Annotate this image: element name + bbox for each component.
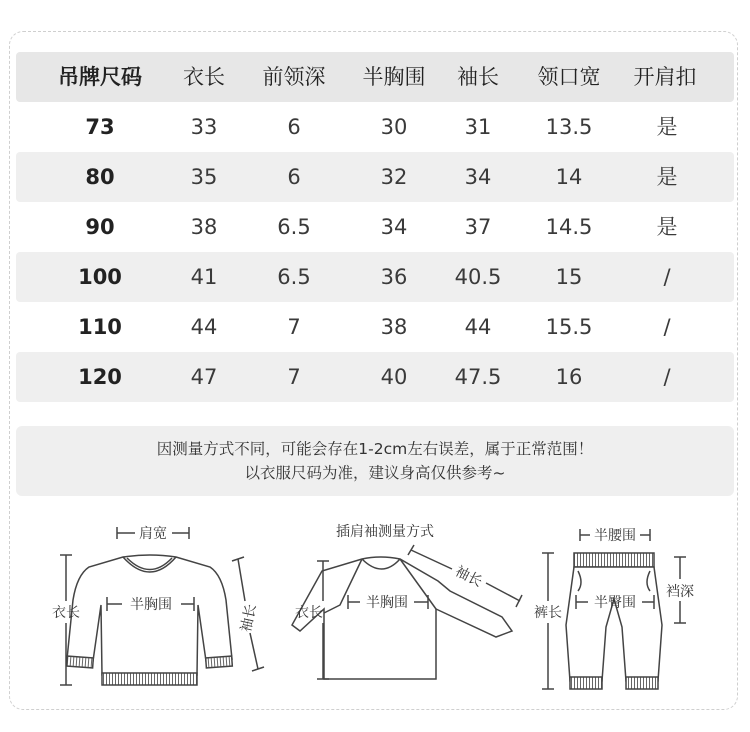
cell-neck-width: 15.5 [545, 315, 593, 339]
measurement-diagrams [0, 505, 750, 715]
shoulder-label: 肩宽 [139, 526, 167, 542]
sweater-length-label: 衣长 [52, 605, 80, 621]
cell-size: 100 [78, 265, 122, 289]
cell-sleeve: 31 [464, 115, 492, 139]
cell-neck-width: 14 [555, 165, 583, 189]
cell-neck-depth: 6 [287, 165, 301, 189]
raglan-length-label: 衣长 [295, 605, 323, 621]
cell-shoulder-button: / [663, 365, 671, 389]
cell-size: 110 [78, 315, 122, 339]
cell-half-chest: 38 [380, 315, 408, 339]
cell-sleeve: 34 [464, 165, 492, 189]
cell-half-chest: 32 [380, 165, 408, 189]
table-row [16, 302, 734, 352]
cell-size: 90 [85, 215, 115, 239]
header-sleeve-length: 袖长 [457, 65, 499, 89]
header-length: 衣长 [183, 65, 225, 89]
raglan-title: 插肩袖测量方式 [336, 524, 434, 540]
header-front-neck-depth: 前领深 [262, 65, 326, 89]
header-neck-width: 领口宽 [537, 65, 601, 89]
cell-shoulder-button: / [663, 315, 671, 339]
cell-half-chest: 30 [380, 115, 408, 139]
table-header-row [16, 52, 734, 102]
cell-half-chest: 36 [380, 265, 408, 289]
cell-shoulder-button: 是 [656, 165, 678, 189]
cell-neck-depth: 6.5 [277, 265, 311, 289]
cell-neck-width: 15 [555, 265, 583, 289]
raglan-sleeve-tick-bottom [516, 595, 522, 607]
cell-neck-depth: 7 [287, 365, 301, 389]
table-row [16, 202, 734, 252]
cell-length: 38 [190, 215, 218, 239]
cell-size: 120 [78, 365, 122, 389]
sweater-sleeve-label: 袖长 [238, 602, 260, 634]
cell-sleeve: 47.5 [454, 365, 502, 389]
cell-size: 73 [85, 115, 115, 139]
cell-length: 44 [190, 315, 218, 339]
cell-sleeve: 37 [464, 215, 492, 239]
cell-length: 35 [190, 165, 218, 189]
cell-neck-width: 13.5 [545, 115, 593, 139]
raglan-sleeve-label: 袖长 [452, 563, 485, 591]
table-row [16, 252, 734, 302]
pants-length-label: 裤长 [534, 605, 562, 621]
cell-neck-depth: 6.5 [277, 215, 311, 239]
cell-shoulder-button: 是 [656, 115, 678, 139]
header-shoulder-button: 开肩扣 [633, 65, 697, 89]
cell-shoulder-button: 是 [656, 215, 678, 239]
cell-half-chest: 34 [380, 215, 408, 239]
note-line-1: 因测量方式不同，可能会存在1-2cm左右误差，属于正常范围！ [156, 440, 594, 458]
cell-shoulder-button: / [663, 265, 671, 289]
pants-icon [566, 553, 662, 689]
sweater-outline-icon [67, 555, 233, 685]
cell-neck-depth: 6 [287, 115, 301, 139]
cell-sleeve: 40.5 [454, 265, 502, 289]
table-row [16, 352, 734, 402]
thigh-label: 半臀围 [594, 595, 636, 611]
raglan-sleeve-line-top [411, 550, 452, 569]
note-line-2: 以衣服尺码为准，建议身高仅供参考~ [244, 464, 506, 482]
sweater-chest-label: 半胸围 [130, 597, 172, 613]
cell-length: 47 [190, 365, 218, 389]
cell-neck-width: 14.5 [545, 215, 593, 239]
raglan-chest-label: 半胸围 [366, 595, 408, 611]
cell-neck-width: 16 [555, 365, 583, 389]
cell-neck-depth: 7 [287, 315, 301, 339]
cell-sleeve: 44 [464, 315, 492, 339]
cell-length: 33 [190, 115, 218, 139]
diagrams-svg [0, 505, 750, 715]
rise-label: 裆深 [666, 584, 694, 600]
cell-half-chest: 40 [380, 365, 408, 389]
waist-label: 半腰围 [594, 528, 636, 544]
table-row [16, 102, 734, 152]
header-half-chest: 半胸围 [362, 65, 426, 89]
raglan-diagram [292, 545, 522, 679]
sleeve-line-bottom [250, 633, 258, 669]
measurement-note [16, 426, 734, 496]
cell-length: 41 [190, 265, 218, 289]
size-table [16, 52, 734, 402]
raglan-sleeve-line-bottom [486, 583, 520, 601]
table-row [16, 152, 734, 202]
sleeve-line-top [238, 559, 245, 601]
cell-size: 80 [85, 165, 115, 189]
header-tag-size: 吊牌尺码 [58, 65, 142, 89]
